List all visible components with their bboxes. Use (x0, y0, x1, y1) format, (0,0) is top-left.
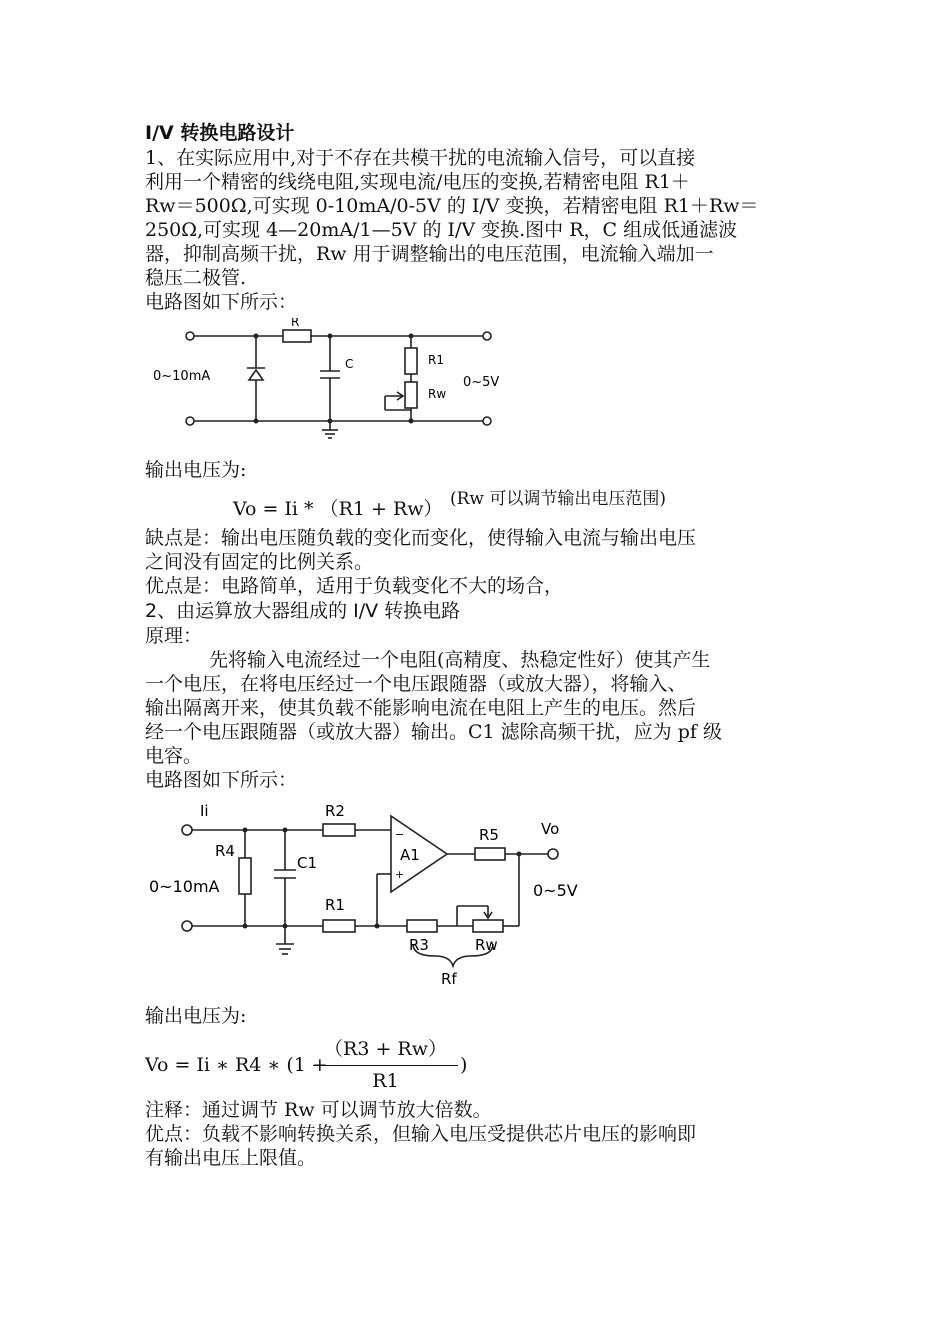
label-output: 0~5V (463, 375, 500, 390)
section2-heading: 2、由运算放大器组成的 I/V 转换电路 (145, 600, 461, 622)
section1-paragraph (145, 146, 815, 290)
principle-label: 原理： (145, 625, 203, 647)
label-r1: R1 (428, 353, 444, 367)
paragraph-line: 器，抑制高频干扰，Rw 用于调整输出的电压范围，电流输入端加一 (145, 243, 714, 265)
paragraph-line: 1、在实际应用中,对于不存在共模干扰的电流输入信号，可以直接 (145, 147, 696, 169)
circuit-intro-2: 电路图如下所示： (145, 769, 298, 791)
output-voltage-label: 输出电压为: (145, 459, 247, 481)
formula-1 (145, 486, 815, 526)
formula-2-fraction (313, 1034, 458, 1092)
paragraph-line: Rw＝500Ω,可实现 0-10mA/0-5V 的 I/V 变换，若精密电阻 R1＋Rw＝ (145, 195, 759, 217)
label-r1-2: R1 (325, 896, 345, 914)
formula-2-denominator: R1 (372, 1070, 399, 1092)
document-page (145, 120, 815, 1170)
svg-text:−: − (395, 828, 405, 841)
advantage-line: 优点是：电路简单，适用于负载变化不大的场合， (145, 575, 564, 597)
note-line: 注释：通过调节 Rw 可以调节放大倍数。 (145, 1099, 492, 1121)
label-rf: Rf (441, 970, 457, 988)
formula-2-numerator: （R3 + Rw） (313, 1034, 458, 1066)
principle-line: 一个电压，在将电压经过一个电压跟随器（或放大器），将输入、 (145, 673, 687, 695)
principle-line: 输出隔离开来，使其负载不能影响电流在电阻上产生的电压。然后 (145, 697, 697, 719)
principle-line: 电容。 (145, 745, 203, 767)
label-r4: R4 (215, 842, 235, 860)
circuit-diagram-2 (145, 794, 595, 994)
circuit-diagram-1 (145, 318, 545, 448)
svg-text:+: + (395, 868, 405, 881)
paragraph-line: 稳压二极管. (145, 267, 247, 289)
formula-1-note: (Rw 可以调节输出电压范围) (450, 489, 667, 509)
label-input: 0~10mA (153, 369, 211, 384)
formula-2-close: ) (460, 1054, 468, 1076)
label-ii: Ii (200, 802, 209, 820)
label-input-2: 0~10mA (149, 877, 220, 896)
document-title: I/V 转换电路设计 (145, 122, 295, 144)
disadvantage-line: 缺点是：输出电压随负载的变化而变化，使得输入电流与输出电压 (145, 527, 697, 549)
output-voltage-label-2: 输出电压为: (145, 1005, 247, 1027)
label-rw: Rw (428, 387, 447, 401)
paragraph-line: 250Ω,可实现 4—20mA/1—5V 的 I/V 变换.图中 R，C 组成低通滤波 (145, 219, 738, 241)
formula-1-expression: Vo = Ii * （R1 + Rw） (233, 498, 443, 520)
label-r: R (291, 318, 300, 329)
principle-line: 先将输入电流经过一个电阻(高精度、热稳定性好）使其产生 (209, 649, 711, 671)
label-rw-2: Rw (475, 936, 498, 954)
circuit-intro: 电路图如下所示： (145, 291, 298, 313)
disadvantage-line: 之间没有固定的比例关系。 (145, 551, 374, 573)
label-vo: Vo (541, 820, 560, 838)
formula-2-lhs: Vo = Ii ∗ R4 ∗ (1 + (145, 1054, 328, 1076)
formula-2 (145, 1036, 815, 1098)
label-c: C (345, 357, 354, 371)
label-c1: C1 (297, 854, 318, 872)
advantage-line-2: 优点：负载不影响转换关系，但输入电压受提供芯片电压的影响即 (145, 1123, 697, 1145)
label-output-2: 0~5V (533, 881, 578, 900)
label-r3: R3 (409, 936, 429, 954)
label-r5: R5 (479, 826, 499, 844)
label-r2: R2 (325, 802, 345, 820)
label-a1: A1 (400, 846, 420, 864)
advantage-line-2: 有输出电压上限值。 (145, 1147, 317, 1169)
principle-line: 经一个电压跟随器（或放大器）输出。C1 滤除高频干扰，应为 pf 级 (145, 721, 722, 743)
paragraph-line: 利用一个精密的线绕电阻,实现电流/电压的变换,若精密电阻 R1＋ (145, 171, 690, 193)
